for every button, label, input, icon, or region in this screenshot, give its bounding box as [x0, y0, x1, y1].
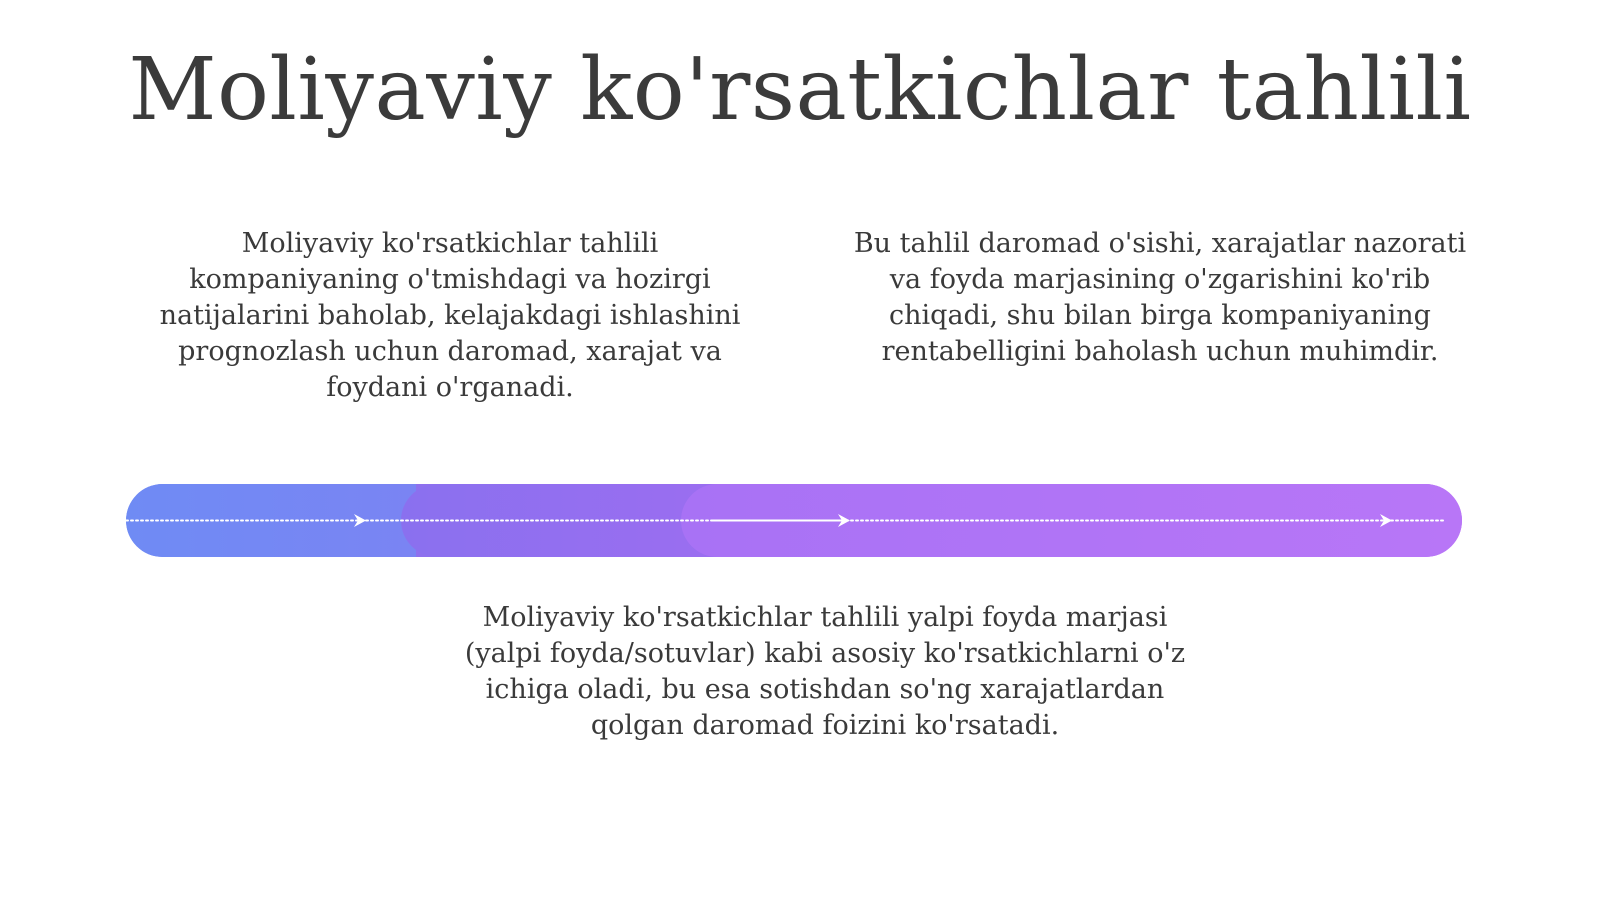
timeline-arrows	[126, 484, 1462, 557]
paragraph-right: Bu tahlil daromad o'sishi, xarajatlar nazorati va foyda marjasining o'zgarishini ko'rib chiqadi, shu bilan birga kompaniyaning rentabelligini baholash uchun muhimdir.	[853, 228, 1467, 367]
timeline-bar	[126, 484, 1462, 557]
slide-title: Moliyaviy ko'rsatkichlar tahlili	[128, 40, 1472, 140]
paragraph-left: Moliyaviy ko'rsatkichlar tahlili kompaniyaning o'tmishdagi va hozirgi natijalarini baholab, kelajakdagi ishlashini prognozlash uchun daromad, xarajat va foydani o'rganadi.	[159, 228, 741, 403]
paragraph-bottom: Moliyaviy ko'rsatkichlar tahlili yalpi foyda marjasi (yalpi foyda/sotuvlar) kabi asosiy ko'rsatkichlarni o'z ichiga oladi, bu esa sotishdan so'ng xarajatlardan qolgan daromad foizini ko'rsatadi.	[464, 602, 1186, 741]
